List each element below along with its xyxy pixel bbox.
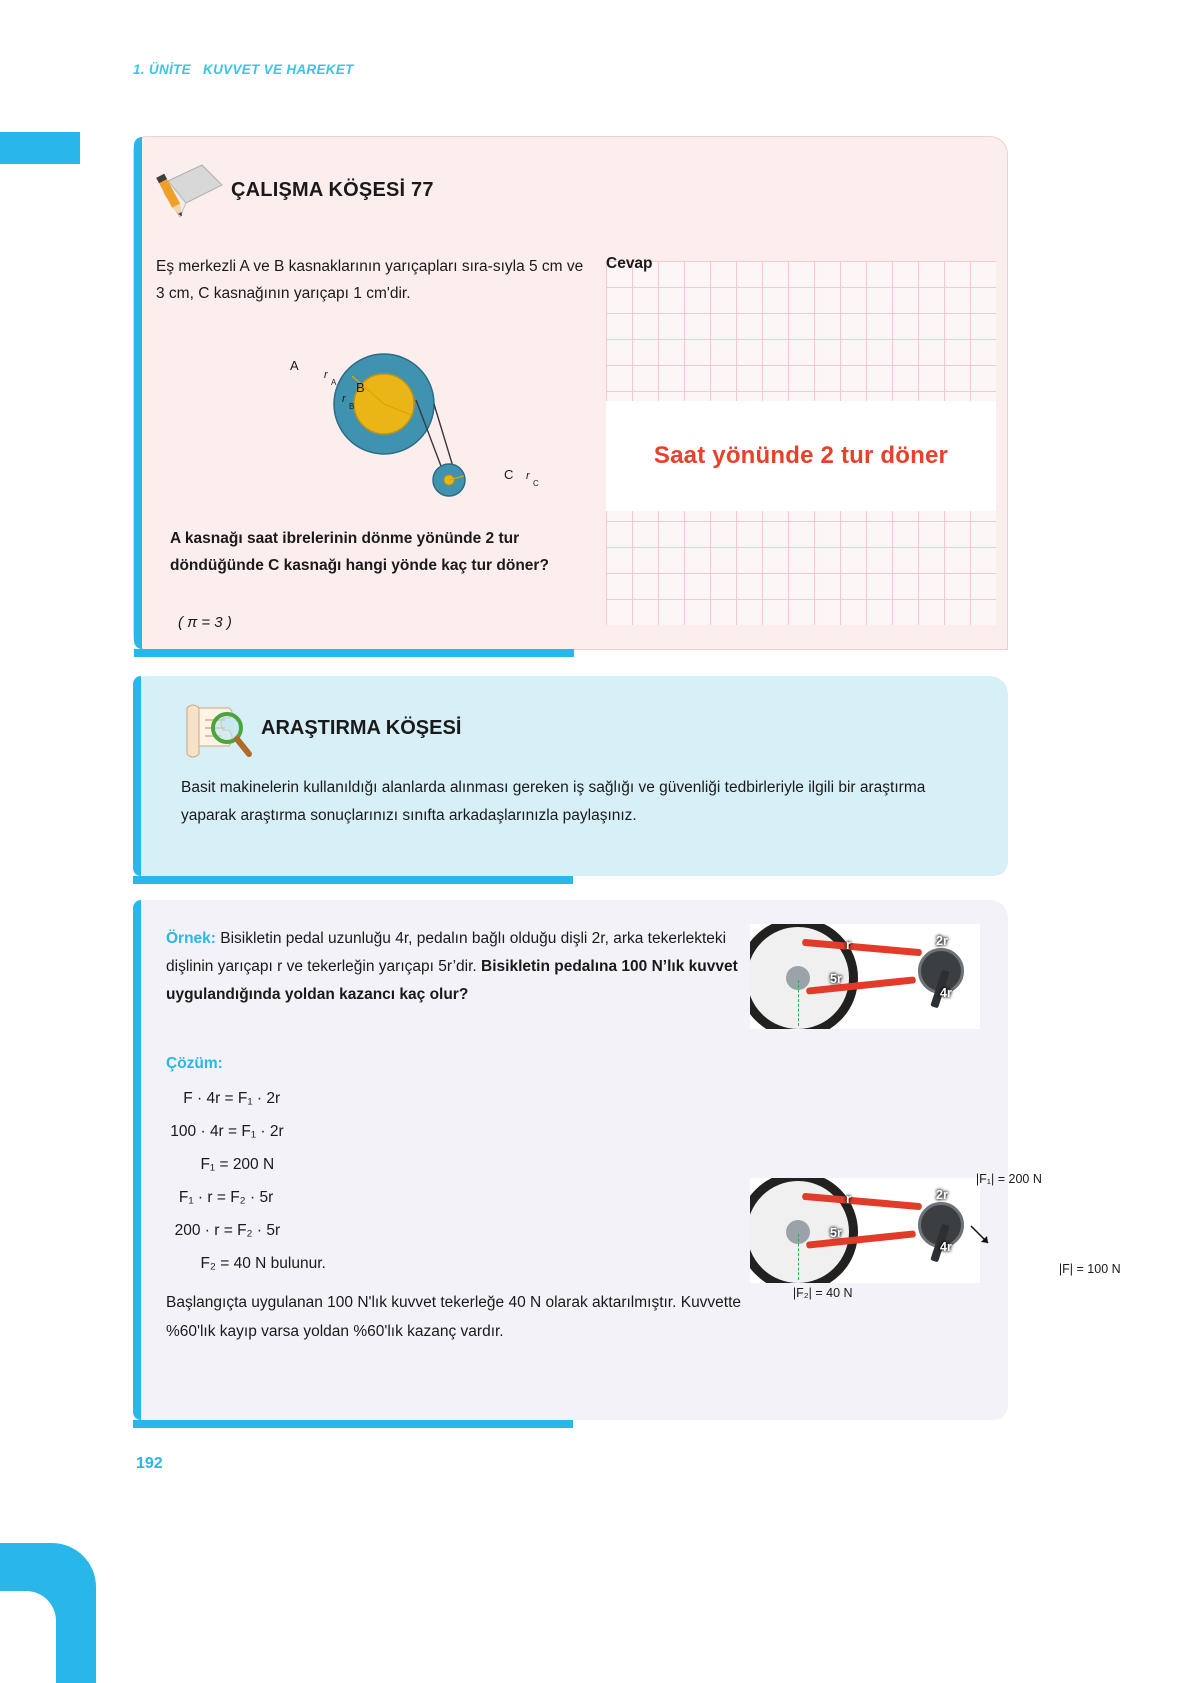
force-value-f1: = 200 N xyxy=(997,1172,1042,1186)
ornek-footer-text: Başlangıçta uygulanan 100 N'lık kuvvet tekerleğe 40 N olarak aktarılmıştır. Kuvvette %60'lık kayıp varsa yoldan %60'lık kazanç vardır. xyxy=(166,1294,742,1340)
cozum-step: F₁ · r = F₂ · 5r xyxy=(166,1189,274,1206)
arastirma-title: ARAŞTIRMA KÖŞESİ xyxy=(261,717,462,739)
calisma-intro-text: Eş merkezli A ve B kasnaklarının yarıçapları sıra-sıyla 5 cm ve 3 cm, C kasnağının yarıçapı 1 cm'dir. xyxy=(156,258,584,302)
force-symbol-f: F xyxy=(1062,1262,1070,1276)
ornek-text-1: Bisikletin pedal uzunluğu 4r, pedalın bağlı olduğu dişli 2r, arka tekerlekteki dişlinin yarıçapı r ve tekerleğin yarıçapı 5r’dir. xyxy=(166,930,727,975)
scroll-magnifier-icon xyxy=(175,698,255,766)
cozum-steps xyxy=(166,1082,586,1280)
pulley-label-rc: r xyxy=(526,470,530,482)
unit-header: 1. ÜNİTE KUVVET VE HAREKET xyxy=(133,62,354,77)
pulley-label-a: A xyxy=(290,358,299,373)
calisma-kosesi-card xyxy=(133,136,1008,650)
ornek-text-2: Bisikletin pedalına 100 N’lık kuvvet uygulandığında yoldan kazancı kaç olur? xyxy=(166,958,738,1003)
force-label-f1: |F₁| = 200 N xyxy=(975,1172,1042,1186)
photo-label-4r: 4r xyxy=(940,986,952,1000)
photo-label-r: r xyxy=(846,1192,851,1206)
force-symbol-f1: F₁ xyxy=(979,1172,992,1186)
ornek-lead xyxy=(166,925,746,1009)
pulley-label-rc-sub: C xyxy=(533,479,539,488)
pulley-label-rb: r xyxy=(342,393,346,405)
answer-label: Cevap xyxy=(606,255,653,272)
ornek-label: Örnek: xyxy=(166,930,216,947)
photo-label-2r: 2r xyxy=(936,1188,948,1202)
force-label-f: |F| = 100 N xyxy=(1058,1262,1121,1276)
photo-label-5r: 5r xyxy=(830,972,842,986)
card-left-accent-bar xyxy=(133,900,141,1420)
pulley-label-ra: r xyxy=(324,369,328,381)
photo-label-r: r xyxy=(846,938,851,952)
card-left-accent-bar xyxy=(134,137,142,649)
card-bottom-accent-bar xyxy=(133,876,573,884)
force-value-f2: = 40 N xyxy=(815,1286,853,1300)
decorative-bottom-corner xyxy=(0,1543,96,1683)
decorative-top-tab xyxy=(0,132,80,164)
pulley-label-rb-sub: B xyxy=(349,402,355,411)
arastirma-body-text: Basit makinelerin kullanıldığı alanlarda alınması gereken iş sağlığı ve güvenliği tedbirleriyle ilgili bir araştırma yaparak araştırma sonuçlarınızı sınıfta arkadaşlarınızla paylaşınız. xyxy=(181,779,926,824)
photo-label-4r: 4r xyxy=(940,1240,952,1254)
ornek-card xyxy=(133,900,1121,1420)
calisma-title: ÇALIŞMA KÖŞESİ 77 xyxy=(231,179,434,201)
page-number: 192 xyxy=(136,1455,163,1472)
cozum-step: 200 · r = F₂ · 5r xyxy=(166,1222,281,1239)
force-symbol-f2: F₂ xyxy=(796,1286,809,1300)
force-value-f: = 100 N xyxy=(1076,1262,1121,1276)
pulley-label-b: B xyxy=(356,380,365,395)
pencil-icon xyxy=(156,159,226,225)
arastirma-kosesi-card xyxy=(133,676,1008,876)
answer-area[interactable] xyxy=(606,401,996,511)
card-left-accent-bar xyxy=(133,676,141,876)
pulley-label-c: C xyxy=(504,467,514,482)
answer-text: Saat yönünde 2 tur döner xyxy=(653,442,949,469)
decorative-bottom-corner-inner xyxy=(0,1591,56,1683)
cozum-step: F₂ = 40 N bulunur. xyxy=(166,1255,326,1272)
calisma-question-text: A kasnağı saat ibrelerinin dönme yönünde 2 tur döndüğünde C kasnağı hangi yönde kaç tur döner? xyxy=(170,530,549,574)
cozum-step: F₁ = 200 N xyxy=(166,1156,275,1173)
cozum-step: 100 · 4r = F₁ · 2r xyxy=(166,1123,284,1140)
calisma-pi-note: ( π = 3 ) xyxy=(178,614,232,631)
card-bottom-accent-bar xyxy=(133,1420,573,1428)
pulley-diagram xyxy=(290,352,554,512)
wheel-center-dashed-line xyxy=(798,980,799,1026)
photo-label-2r: 2r xyxy=(936,934,948,948)
pulley-label-ra-sub: A xyxy=(331,378,337,387)
photo-label-5r: 5r xyxy=(830,1226,842,1240)
card-bottom-accent-bar xyxy=(134,649,574,657)
cozum-label: Çözüm: xyxy=(166,1055,223,1072)
cozum-step: F · 4r = F₁ · 2r xyxy=(166,1090,281,1107)
force-label-f2: |F₂| = 40 N xyxy=(792,1286,853,1300)
bicycle-photo-top xyxy=(750,924,980,1029)
